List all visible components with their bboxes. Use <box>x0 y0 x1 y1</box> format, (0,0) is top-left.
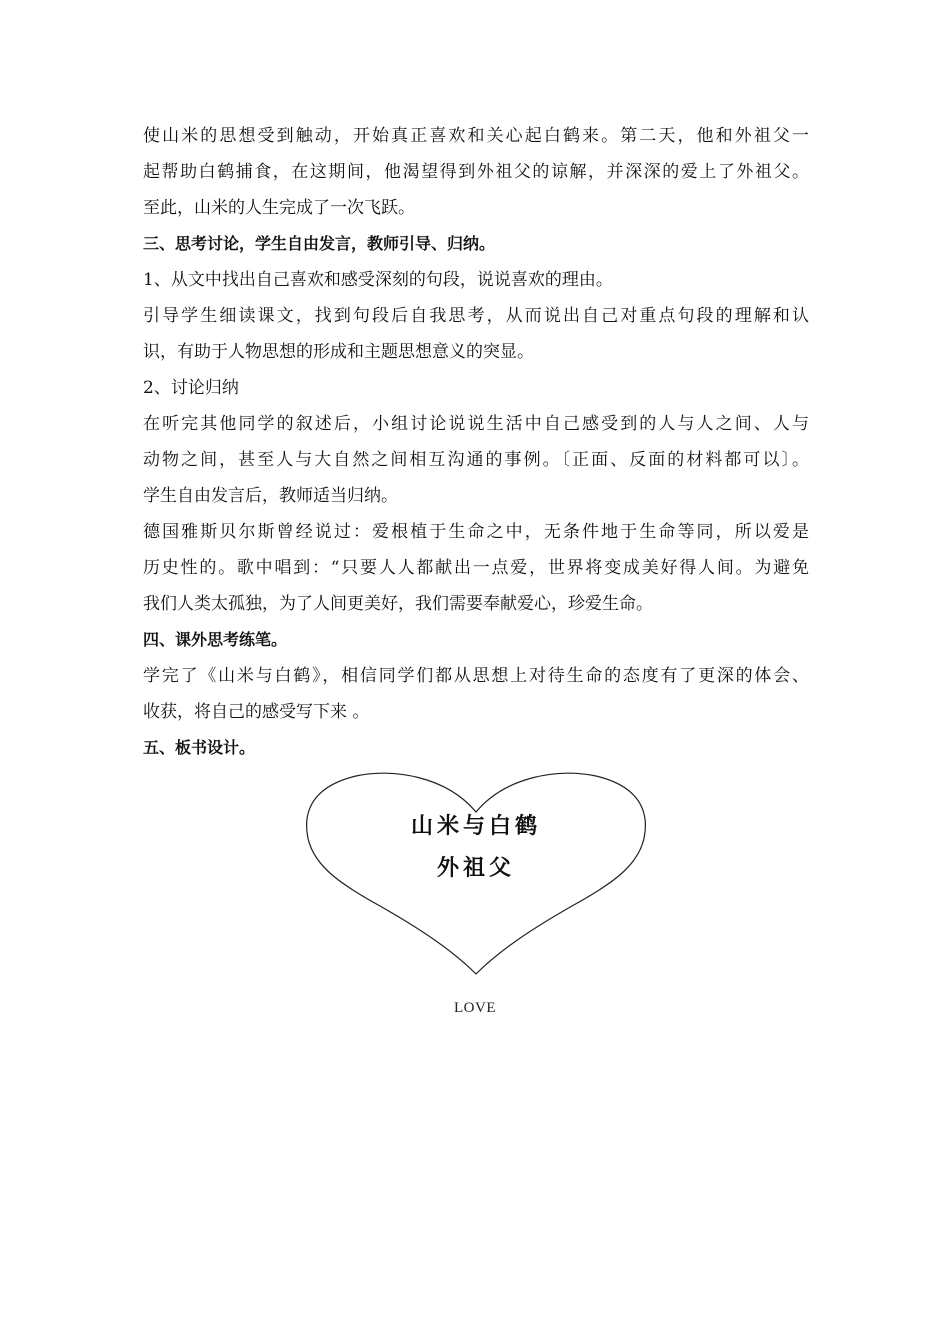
paragraph-line: 2、讨论归纳 <box>143 378 239 398</box>
paragraph-line: 我们人类太孤独，为了人间更美好，我们需要奉献爱心，珍爱生命。 <box>143 594 653 614</box>
section-heading-4: 四、课外思考练笔。 <box>143 630 288 649</box>
paragraph-line: 学生自由发言后，教师适当归纳。 <box>143 486 398 506</box>
paragraph-line: 收获，将自己的感受写下来 。 <box>143 702 370 722</box>
paragraph-line: 1、从文中找出自己喜欢和感受深刻的句段，说说喜欢的理由。 <box>143 270 613 290</box>
paragraph-line: 识，有助于人物思想的形成和主题思想意义的突显。 <box>143 342 534 362</box>
board-title: 山米与白鹤 <box>410 814 541 839</box>
paragraph-line: 起帮助白鹤捕食，在这期间，他渴望得到外祖父的谅解，并深深的爱上了外祖父。 <box>143 162 809 182</box>
section-heading-5: 五、板书设计。 <box>143 738 256 757</box>
section-heading-3: 三、思考讨论，学生自由发言，教师引导、归纳。 <box>143 234 496 253</box>
paragraph-line: 学完了《山米与白鹤》，相信同学们都从思想上对待生命的态度有了更深的体会、 <box>143 666 809 686</box>
document-body <box>143 118 809 766</box>
board-subtitle: 外祖父 <box>436 856 515 881</box>
paragraph-line: 历史性的。歌中唱到：“只要人人都献出一点爱，世界将变成美好得人间。为避免 <box>143 558 809 578</box>
paragraph-line: 动物之间，甚至人与大自然之间相互沟通的事例。〔正面、反面的材料都可以〕。 <box>143 450 809 470</box>
paragraph-line: 至此，山米的人生完成了一次飞跃。 <box>143 198 415 218</box>
paragraph-line: 使山米的思想受到触动，开始真正喜欢和关心起白鹤来。第二天，他和外祖父一 <box>143 126 809 146</box>
paragraph-line: 德国雅斯贝尔斯曾经说过：爱根植于生命之中，无条件地于生命等同，所以爱是 <box>143 522 809 542</box>
blackboard-design <box>300 766 652 980</box>
paragraph-line: 引导学生细读课文，找到句段后自我思考，从而说出自己对重点句段的理解和认 <box>143 306 809 326</box>
paragraph-line: 在听完其他同学的叙述后，小组讨论说说生活中自己感受到的人与人之间、人与 <box>143 414 809 434</box>
board-caption: LOVE <box>454 1000 496 1016</box>
